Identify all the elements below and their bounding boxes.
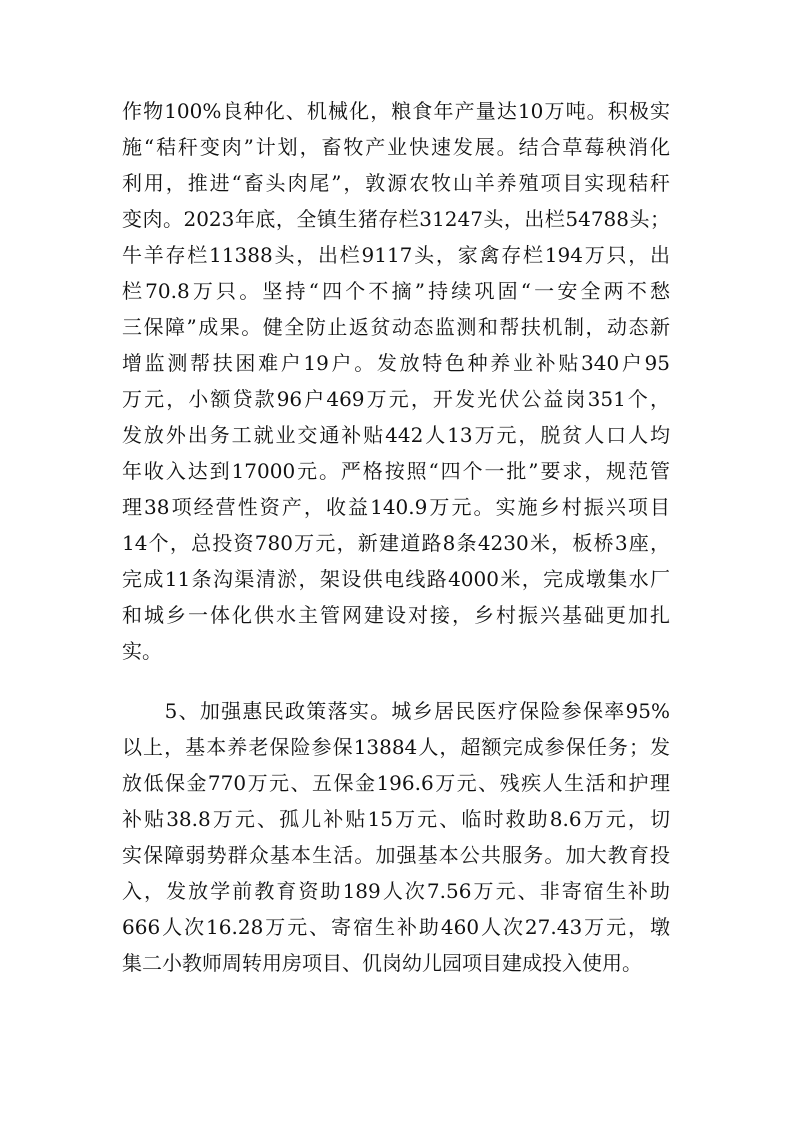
text-line: 利用，推进“畜头肉尾”，敦源农牧山羊养殖项目实现秸秆 [122,171,670,195]
text-line: 三保障”成果。健全防止返贫动态监测和帮扶机制，动态新 [122,315,670,339]
text-line: 放低保金770万元、五保金196.6万元、残疾人生活和护理 [122,771,670,795]
text-line: 作物100%良种化、机械化，粮食年产量达10万吨。积极实 [122,99,670,123]
document-page [122,93,670,981]
paragraph-agriculture [122,93,670,669]
text-line: 万元，小额贷款96户469万元，开发光伏公益岗351个， [122,387,670,411]
text-line: 实保障弱势群众基本生活。加强基本公共服务。加大教育投 [122,843,670,867]
text-line: 发放外出务工就业交通补贴442人13万元，脱贫人口人均 [122,423,670,447]
text-line: 牛羊存栏11388头，出栏9117头，家禽存栏194万只，出 [122,243,670,267]
text-line: 变肉。2023年底，全镇生猪存栏31247头，出栏54788头； [122,207,670,231]
paragraph-spacer [122,669,670,693]
text-line: 入，发放学前教育资助189人次7.56万元、非寄宿生补助 [122,879,670,903]
text-line: 以上，基本养老保险参保13884人，超额完成参保任务；发 [122,735,670,759]
text-line: 年收入达到17000元。严格按照“四个一批”要求，规范管 [122,459,670,483]
text-line: 完成11条沟渠清淤，架设供电线路4000米，完成墩集水厂 [122,567,670,591]
text-line: 和城乡一体化供水主管网建设对接，乡村振兴基础更加扎 [122,603,670,627]
text-line: 增监测帮扶困难户19户。发放特色种养业补贴340户95 [122,351,670,375]
text-line: 补贴38.8万元、孤儿补贴15万元、临时救助8.6万元，切 [122,807,670,831]
text-line: 5、加强惠民政策落实。城乡居民医疗保险参保率95% [122,699,670,723]
text-line: 栏70.8万只。坚持“四个不摘”持续巩固“一安全两不愁 [122,279,670,303]
text-line: 666人次16.28万元、寄宿生补助460人次27.43万元，墩 [122,915,670,939]
text-line: 理38项经营性资产，收益140.9万元。实施乡村振兴项目 [122,495,670,519]
text-line: 实。 [122,639,162,663]
paragraph-welfare [122,693,670,981]
text-line: 14个，总投资780万元，新建道路8条4230米，板桥3座， [122,531,670,555]
text-line: 施“秸秆变肉”计划，畜牧产业快速发展。结合草莓秧消化 [122,135,670,159]
text-line: 集二小教师周转用房项目、仉岗幼儿园项目建成投入使用。 [122,951,642,975]
